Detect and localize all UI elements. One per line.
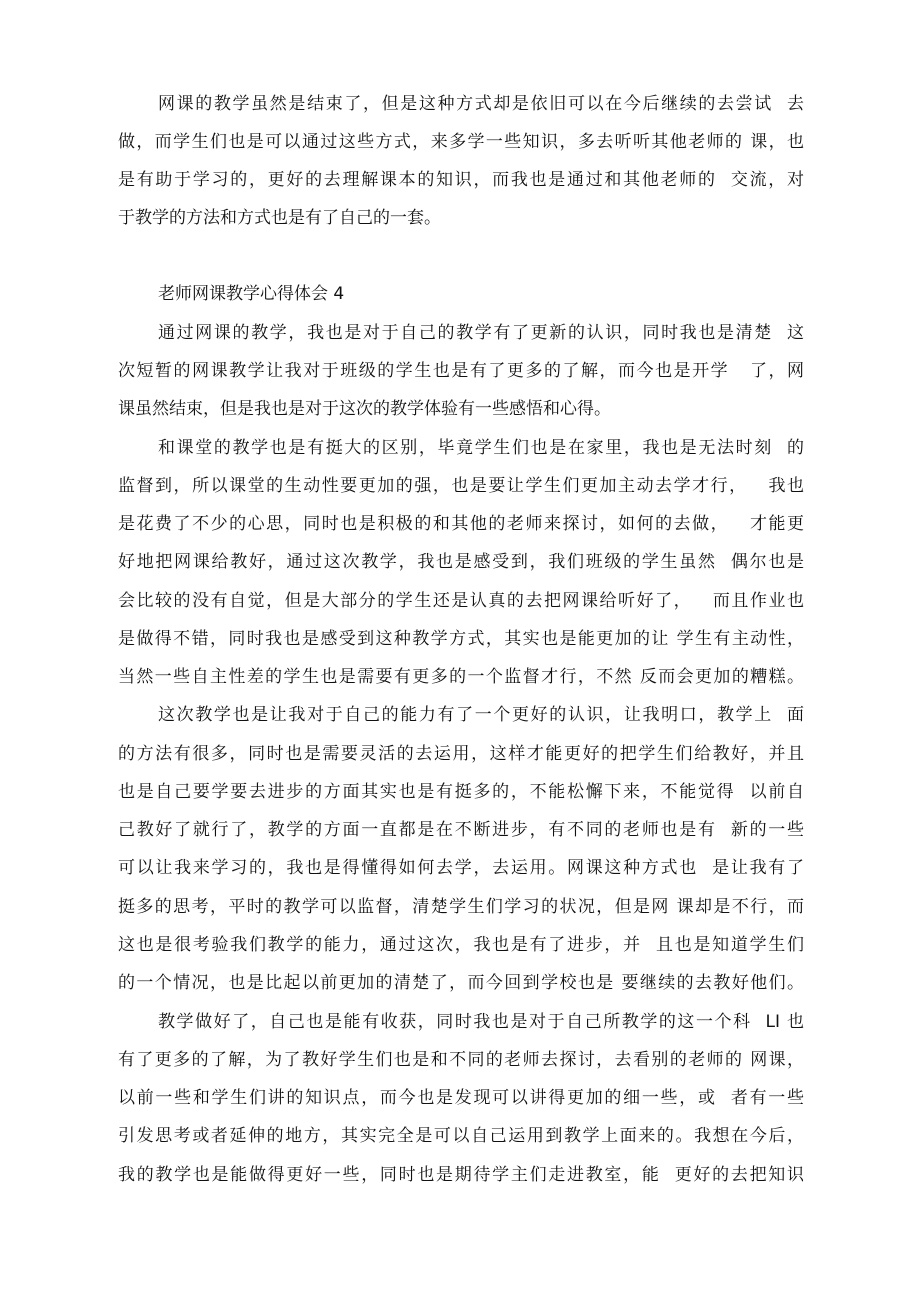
paragraph-line: 的方法有很多，同时也是需要灵活的去运用，这样才能更好的把学生们给教好，并且 [118,744,804,764]
paragraph-line: 是做得不错，同时我也是感受到这种教学方式，其实也是能更加的让 学生有主动性， [118,629,804,649]
paragraph-line: 我的教学也是能做得更好一些，同时也是期待学主们走进教室，能 更好的去把知识 [118,1165,804,1185]
paragraph-line: 有了更多的了解，为了教好学生们也是和不同的老师去探讨，去看别的老师的 网课， [118,1050,804,1070]
paragraph-line: 次短暂的网课教学让我对于班级的学生也是有了更多的了解，而今也是开学 了，网 [118,361,804,381]
paragraph-line: 当然一些自主性差的学生也是需要有更多的一个监督才行，不然 反而会更加的糟糕。 [118,667,804,687]
paragraph-line: 可以让我来学习的，我也是得懂得如何去学，去运用。网课这种方式也 是让我有了 [118,858,804,878]
paragraph-line: 是有助于学习的，更好的去理解课本的知识，而我也是通过和其他老师的 交流，对 [118,170,804,190]
paragraph-line: 做，而学生们也是可以通过这些方式，来多学一些知识，多去听听其他老师的 课，也 [118,132,804,152]
paragraph-line: 通过网课的教学，我也是对于自己的教学有了更新的认识，同时我也是清楚 这 [158,323,804,343]
paragraph-line: 和课堂的教学也是有挺大的区别，毕竟学生们也是在家里，我也是无法时刻 的 [158,438,804,458]
paragraph-line: 引发思考或者延伸的地方，其实完全是可以自己运用到教学上面来的。我想在今后， [118,1126,804,1146]
paragraph-line: 教学做好了，自己也是能有收获，同时我也是对于自己所教学的这一个科 LI 也 [158,1012,804,1032]
paragraph-line: 己教好了就行了，教学的方面一直都是在不断进步，有不同的老师也是有 新的一些 [118,820,804,840]
paragraph-line: 挺多的思考，平时的教学可以监督，清楚学生们学习的状况，但是网 课却是不行，而 [118,897,804,917]
paragraph-line: 会比较的没有自觉，但是大部分的学生还是认真的去把网课给听好了， 而且作业也 [118,591,804,611]
paragraph-line: 于教学的方法和方式也是有了自己的一套。 [118,208,441,228]
paragraph-line: 以前一些和学生们讲的知识点，而今也是发现可以讲得更加的细一些，或 者有一些 [118,1088,804,1108]
paragraph-line: 这也是很考验我们教学的能力，通过这次，我也是有了进步，并 且也是知道学生们 [118,935,804,955]
paragraph-line: 好地把网课给教好，通过这次教学，我也是感受到，我们班级的学生虽然 偶尔也是 [118,552,804,572]
paragraph-line: 也是自己要学要去进步的方面其实也是有挺多的，不能松懈下来，不能觉得 以前自 [118,782,804,802]
paragraph-line: 这次教学也是让我对于自己的能力有了一个更好的认识，让我明口，教学上 面 [158,705,804,725]
paragraph-line: 课虽然结束，但是我也是对于这次的教学体验有一些感悟和心得。 [118,399,611,419]
paragraph-line: 监督到，所以课堂的生动性要更加的强，也是要让学生们更加主动去学才行， 我也 [118,476,804,496]
paragraph-line: 网课的教学虽然是结束了，但是这种方式却是依旧可以在今后继续的去尝试 去 [158,94,804,114]
section-heading: 老师网课教学心得体会 4 [158,284,345,304]
paragraph-line: 的一个情况，也是比起以前更加的清楚了，而今回到学校也是 要继续的去教好他们。 [118,973,804,993]
paragraph-line: 是花费了不少的心思，同时也是积极的和其他的老师来探讨，如何的去做， 才能更 [118,514,804,534]
